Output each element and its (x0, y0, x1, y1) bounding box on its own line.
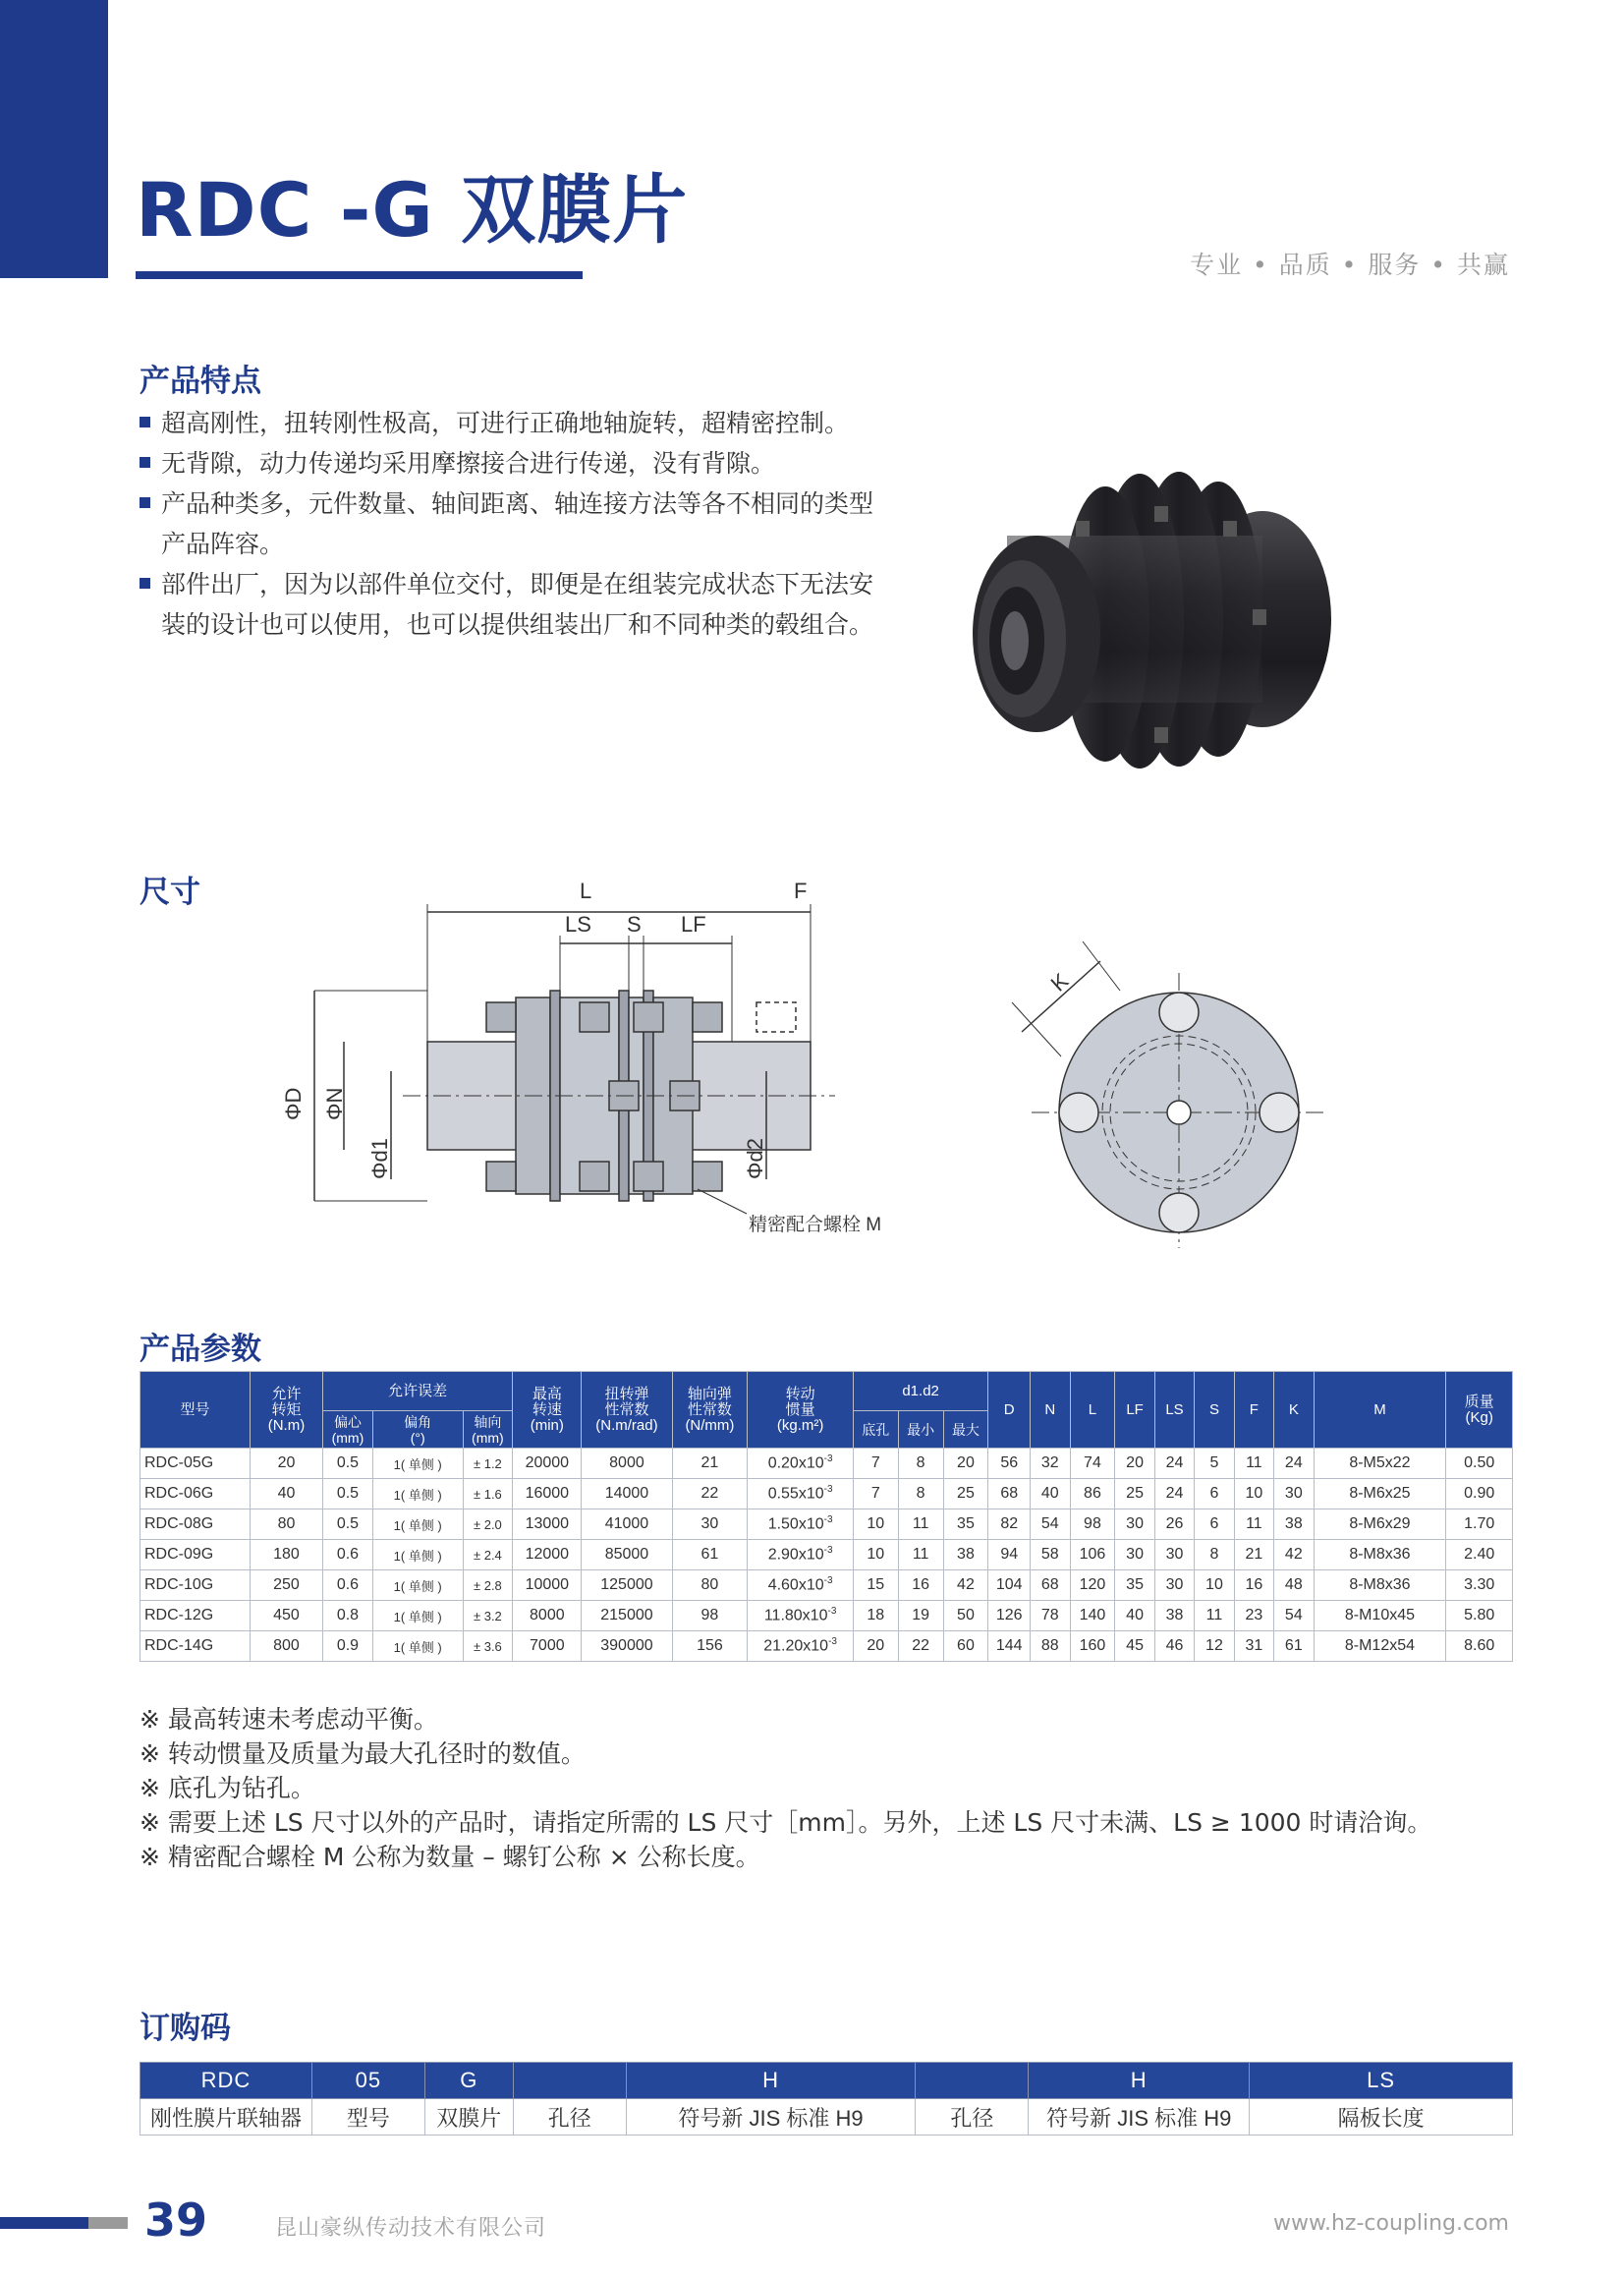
table-row (140, 1509, 1513, 1540)
col-LF: LF (1115, 1372, 1154, 1449)
col-K: K (1274, 1372, 1314, 1449)
cell-D: 144 (988, 1631, 1031, 1662)
cell-torsion: 14000 (582, 1479, 672, 1509)
col-bore-drill: 底孔 (853, 1411, 898, 1449)
cell-bmax: 25 (943, 1479, 988, 1509)
cell-speed: 10000 (513, 1570, 582, 1601)
cell-L: 160 (1070, 1631, 1115, 1662)
order-desc-cell: 符号新 JIS 标准 H9 (1029, 2099, 1250, 2136)
cell-offset: 0.5 (323, 1509, 373, 1540)
cell-offset: 0.5 (323, 1449, 373, 1479)
cell-N: 40 (1031, 1479, 1070, 1509)
cell-torsion: 125000 (582, 1570, 672, 1601)
col-torque: 允许 转矩 (N.m) (250, 1372, 322, 1449)
col-torsion: 扭转弹 性常数 (N.m/rad) (582, 1372, 672, 1449)
title-underline (136, 271, 583, 279)
order-code-table (140, 2062, 1513, 2136)
features-list (140, 403, 886, 645)
cell-angle: 1( 单侧 ) (372, 1601, 463, 1631)
col-speed: 最高 转速 (min) (513, 1372, 582, 1449)
cell-angle: 1( 单侧 ) (372, 1570, 463, 1601)
table-row (140, 1449, 1513, 1479)
cell-LF: 45 (1115, 1631, 1154, 1662)
slogan: 专业 • 品质 • 服务 • 共赢 (1190, 251, 1510, 279)
cell-M: 8-M10x45 (1314, 1601, 1446, 1631)
cell-axial_spring: 61 (672, 1540, 748, 1570)
note-item: ※ 底孔为钻孔。 (140, 1774, 315, 1802)
page-title: RDC -G 双膜片 (136, 166, 689, 254)
cell-N: 54 (1031, 1509, 1070, 1540)
cell-mass: 8.60 (1446, 1631, 1513, 1662)
cell-K: 42 (1274, 1540, 1314, 1570)
order-desc-cell: 孔径 (513, 2099, 626, 2136)
cell-D: 94 (988, 1540, 1031, 1570)
cell-inertia: $0.55x10^{-3}$ (748, 1479, 854, 1509)
cell-S: 8 (1195, 1540, 1234, 1570)
website-link[interactable]: www.hz-coupling.com (1273, 2211, 1509, 2236)
cell-bore0: 15 (853, 1570, 898, 1601)
col-mass: 质量 (Kg) (1446, 1372, 1513, 1449)
notes-list (140, 1702, 1431, 1874)
cell-K: 30 (1274, 1479, 1314, 1509)
col-L: L (1070, 1372, 1115, 1449)
cell-LF: 25 (1115, 1479, 1154, 1509)
cell-speed: 13000 (513, 1509, 582, 1540)
cell-M: 8-M6x25 (1314, 1479, 1446, 1509)
cell-bmin: 11 (898, 1540, 943, 1570)
col-D: D (988, 1372, 1031, 1449)
cell-F: 11 (1234, 1449, 1273, 1479)
cell-bmax: 60 (943, 1631, 988, 1662)
cell-F: 11 (1234, 1509, 1273, 1540)
cell-N: 32 (1031, 1449, 1070, 1479)
cell-mass: 3.30 (1446, 1570, 1513, 1601)
cell-LS: 24 (1154, 1449, 1194, 1479)
cell-axial: ± 1.6 (463, 1479, 513, 1509)
order-code-cell: G (424, 2063, 513, 2099)
cell-inertia: $1.50x10^{-3}$ (748, 1509, 854, 1540)
bolt-label: 精密配合螺栓 M (749, 1215, 882, 1235)
cell-F: 21 (1234, 1540, 1273, 1570)
cell-N: 88 (1031, 1631, 1070, 1662)
cell-F: 23 (1234, 1601, 1273, 1631)
cell-mass: 0.50 (1446, 1449, 1513, 1479)
cell-K: 61 (1274, 1631, 1314, 1662)
col-bore-min: 最小 (898, 1411, 943, 1449)
cell-L: 140 (1070, 1601, 1115, 1631)
order-heading: 订购码 (140, 2011, 231, 2046)
footer-bar (0, 2217, 88, 2229)
cell-angle: 1( 单侧 ) (372, 1479, 463, 1509)
cell-mass: 1.70 (1446, 1509, 1513, 1540)
cell-offset: 0.6 (323, 1570, 373, 1601)
cell-model: RDC-10G (140, 1570, 251, 1601)
cell-S: 6 (1195, 1479, 1234, 1509)
cell-speed: 16000 (513, 1479, 582, 1509)
cell-F: 16 (1234, 1570, 1273, 1601)
cell-D: 56 (988, 1449, 1031, 1479)
col-offset: 偏心 (mm) (323, 1411, 373, 1449)
col-axial: 轴向 (mm) (463, 1411, 513, 1449)
dim-label-LF: LF (681, 912, 706, 937)
table-row (140, 1479, 1513, 1509)
cell-M: 8-M5x22 (1314, 1449, 1446, 1479)
order-desc-cell: 隔板长度 (1250, 2099, 1513, 2136)
cell-torque: 80 (250, 1509, 322, 1540)
cell-angle: 1( 单侧 ) (372, 1540, 463, 1570)
cell-torsion: 390000 (582, 1631, 672, 1662)
cell-LF: 30 (1115, 1540, 1154, 1570)
cell-inertia: $11.80x10^{-3}$ (748, 1601, 854, 1631)
footer-bar-gray (88, 2217, 128, 2229)
cell-bmax: 50 (943, 1601, 988, 1631)
cell-axial_spring: 80 (672, 1570, 748, 1601)
col-F: F (1234, 1372, 1273, 1449)
cell-LS: 24 (1154, 1479, 1194, 1509)
cell-torque: 800 (250, 1631, 322, 1662)
params-heading: 产品参数 (140, 1332, 261, 1367)
cell-D: 68 (988, 1479, 1031, 1509)
cell-torque: 40 (250, 1479, 322, 1509)
cell-axial: ± 2.8 (463, 1570, 513, 1601)
cell-N: 68 (1031, 1570, 1070, 1601)
cell-bore0: 10 (853, 1540, 898, 1570)
cell-L: 120 (1070, 1570, 1115, 1601)
cell-angle: 1( 单侧 ) (372, 1631, 463, 1662)
cell-model: RDC-08G (140, 1509, 251, 1540)
cell-axial: ± 1.2 (463, 1449, 513, 1479)
col-S: S (1195, 1372, 1234, 1449)
cell-N: 58 (1031, 1540, 1070, 1570)
cell-bmin: 16 (898, 1570, 943, 1601)
col-inertia: 转动 惯量 (kg.m²) (748, 1372, 854, 1449)
cell-axial: ± 2.0 (463, 1509, 513, 1540)
cell-axial_spring: 156 (672, 1631, 748, 1662)
cell-M: 8-M8x36 (1314, 1540, 1446, 1570)
order-code-cell: H (626, 2063, 916, 2099)
cell-LS: 30 (1154, 1540, 1194, 1570)
dim-label-LS: LS (565, 912, 591, 937)
cell-bore0: 10 (853, 1509, 898, 1540)
cell-axial: ± 3.2 (463, 1601, 513, 1631)
cell-LF: 30 (1115, 1509, 1154, 1540)
col-angle: 偏角 (°) (372, 1411, 463, 1449)
cell-bmax: 20 (943, 1449, 988, 1479)
cell-inertia: $4.60x10^{-3}$ (748, 1570, 854, 1601)
cell-K: 48 (1274, 1570, 1314, 1601)
feature-item: 部件出厂，因为以部件单位交付，即便是在组装完成状态下无法安装的设计也可以使用，也可以提供组装出厂和不同种类的毂组合。 (140, 564, 886, 645)
cell-S: 10 (1195, 1570, 1234, 1601)
col-M: M (1314, 1372, 1446, 1449)
cell-bore0: 20 (853, 1631, 898, 1662)
company-name: 昆山豪纵传动技术有限公司 (275, 2216, 547, 2241)
header-accent-bar (0, 0, 108, 278)
cell-L: 106 (1070, 1540, 1115, 1570)
cell-axial_spring: 22 (672, 1479, 748, 1509)
cell-model: RDC-05G (140, 1449, 251, 1479)
cell-LS: 38 (1154, 1601, 1194, 1631)
params-table (140, 1371, 1513, 1662)
cell-bmin: 8 (898, 1449, 943, 1479)
cell-LF: 40 (1115, 1601, 1154, 1631)
cell-torsion: 215000 (582, 1601, 672, 1631)
cell-S: 12 (1195, 1631, 1234, 1662)
coupling-photo (968, 462, 1375, 786)
cell-LF: 35 (1115, 1570, 1154, 1601)
cell-offset: 0.5 (323, 1479, 373, 1509)
order-desc-cell: 刚性膜片联轴器 (140, 2099, 312, 2136)
note-item: ※ 最高转速未考虑动平衡。 (140, 1705, 438, 1734)
dimension-drawing (265, 875, 1346, 1268)
order-code-cell: RDC (140, 2063, 312, 2099)
cell-axial_spring: 21 (672, 1449, 748, 1479)
order-code-cell (916, 2063, 1029, 2099)
cell-F: 31 (1234, 1631, 1273, 1662)
cell-LS: 30 (1154, 1570, 1194, 1601)
cell-N: 78 (1031, 1601, 1070, 1631)
cell-axial_spring: 30 (672, 1509, 748, 1540)
cell-angle: 1( 单侧 ) (372, 1449, 463, 1479)
cell-model: RDC-06G (140, 1479, 251, 1509)
note-item: ※ 转动惯量及质量为最大孔径时的数值。 (140, 1739, 586, 1768)
cell-D: 126 (988, 1601, 1031, 1631)
cell-bore0: 7 (853, 1449, 898, 1479)
order-desc-cell: 双膜片 (424, 2099, 513, 2136)
cell-torsion: 85000 (582, 1540, 672, 1570)
cell-inertia: $21.20x10^{-3}$ (748, 1631, 854, 1662)
col-tolerance: 允许误差 (323, 1372, 513, 1411)
dim-label-F: F (794, 879, 808, 903)
cell-offset: 0.8 (323, 1601, 373, 1631)
features-heading: 产品特点 (140, 364, 261, 399)
cell-K: 24 (1274, 1449, 1314, 1479)
order-code-cell: H (1029, 2063, 1250, 2099)
cell-offset: 0.9 (323, 1631, 373, 1662)
order-desc-cell: 孔径 (916, 2099, 1029, 2136)
table-row (140, 1570, 1513, 1601)
table-row (140, 1540, 1513, 1570)
order-code-cell: 05 (311, 2063, 424, 2099)
cell-angle: 1( 单侧 ) (372, 1509, 463, 1540)
cell-bore0: 7 (853, 1479, 898, 1509)
col-model: 型号 (140, 1372, 251, 1449)
cell-axial_spring: 98 (672, 1601, 748, 1631)
cell-torque: 20 (250, 1449, 322, 1479)
feature-item: 无背隙，动力传递均采用摩擦接合进行传递，没有背隙。 (140, 443, 886, 484)
cell-torsion: 8000 (582, 1449, 672, 1479)
cell-L: 98 (1070, 1509, 1115, 1540)
order-code-cell: LS (1250, 2063, 1513, 2099)
table-row (140, 1631, 1513, 1662)
cell-model: RDC-12G (140, 1601, 251, 1631)
cell-bmin: 19 (898, 1601, 943, 1631)
cell-LF: 20 (1115, 1449, 1154, 1479)
table-row (140, 1601, 1513, 1631)
cell-bmax: 35 (943, 1509, 988, 1540)
cell-model: RDC-14G (140, 1631, 251, 1662)
cell-K: 38 (1274, 1509, 1314, 1540)
cell-L: 74 (1070, 1449, 1115, 1479)
cell-M: 8-M12x54 (1314, 1631, 1446, 1662)
cell-F: 10 (1234, 1479, 1273, 1509)
dim-label-K: K (1045, 968, 1074, 997)
dim-label-N: ΦN (322, 1087, 347, 1120)
feature-item: 超高刚性，扭转刚性极高，可进行正确地轴旋转，超精密控制。 (140, 403, 886, 443)
cell-M: 8-M8x36 (1314, 1570, 1446, 1601)
cell-torque: 450 (250, 1601, 322, 1631)
cell-offset: 0.6 (323, 1540, 373, 1570)
cell-bmin: 11 (898, 1509, 943, 1540)
cell-speed: 20000 (513, 1449, 582, 1479)
note-item: ※ 需要上述 LS 尺寸以外的产品时，请指定所需的 LS 尺寸［mm］。另外，上述 LS 尺寸未满、LS ≥ 1000 时请洽询。 (140, 1808, 1432, 1837)
cell-D: 104 (988, 1570, 1031, 1601)
cell-bore0: 18 (853, 1601, 898, 1631)
cell-mass: 0.90 (1446, 1479, 1513, 1509)
dimensions-heading: 尺寸 (140, 875, 200, 910)
cell-torque: 180 (250, 1540, 322, 1570)
dim-label-d2: Φd2 (743, 1137, 767, 1179)
dim-label-D: ΦD (281, 1087, 306, 1120)
col-bore: d1.d2 (853, 1372, 987, 1411)
dim-label-d1: Φd1 (367, 1137, 392, 1179)
cell-mass: 5.80 (1446, 1601, 1513, 1631)
cell-LS: 46 (1154, 1631, 1194, 1662)
feature-item: 产品种类多，元件数量、轴间距离、轴连接方法等各不相同的类型产品阵容。 (140, 484, 886, 564)
cell-bmin: 22 (898, 1631, 943, 1662)
cell-torsion: 41000 (582, 1509, 672, 1540)
cell-S: 6 (1195, 1509, 1234, 1540)
cell-inertia: $2.90x10^{-3}$ (748, 1540, 854, 1570)
cell-bmin: 8 (898, 1479, 943, 1509)
cell-S: 5 (1195, 1449, 1234, 1479)
note-item: ※ 精密配合螺栓 M 公称为数量 – 螺钉公称 × 公称长度。 (140, 1843, 760, 1871)
page-number: 39 (144, 2193, 208, 2247)
cell-D: 82 (988, 1509, 1031, 1540)
cell-torque: 250 (250, 1570, 322, 1601)
cell-speed: 8000 (513, 1601, 582, 1631)
cell-axial: ± 2.4 (463, 1540, 513, 1570)
col-axial-spring: 轴向弹 性常数 (N/mm) (672, 1372, 748, 1449)
dim-label-S: S (627, 912, 642, 937)
cell-M: 8-M6x29 (1314, 1509, 1446, 1540)
cell-S: 11 (1195, 1601, 1234, 1631)
cell-K: 54 (1274, 1601, 1314, 1631)
cell-axial: ± 3.6 (463, 1631, 513, 1662)
col-LS: LS (1154, 1372, 1194, 1449)
cell-LS: 26 (1154, 1509, 1194, 1540)
cell-speed: 7000 (513, 1631, 582, 1662)
cell-bmax: 38 (943, 1540, 988, 1570)
col-N: N (1031, 1372, 1070, 1449)
cell-mass: 2.40 (1446, 1540, 1513, 1570)
order-code-cell (513, 2063, 626, 2099)
order-desc-cell: 型号 (311, 2099, 424, 2136)
cell-bmax: 42 (943, 1570, 988, 1601)
cell-L: 86 (1070, 1479, 1115, 1509)
dim-label-L: L (580, 879, 592, 903)
cell-model: RDC-09G (140, 1540, 251, 1570)
cell-speed: 12000 (513, 1540, 582, 1570)
order-desc-cell: 符号新 JIS 标准 H9 (626, 2099, 916, 2136)
cell-inertia: $0.20x10^{-3}$ (748, 1449, 854, 1479)
col-bore-max: 最大 (943, 1411, 988, 1449)
